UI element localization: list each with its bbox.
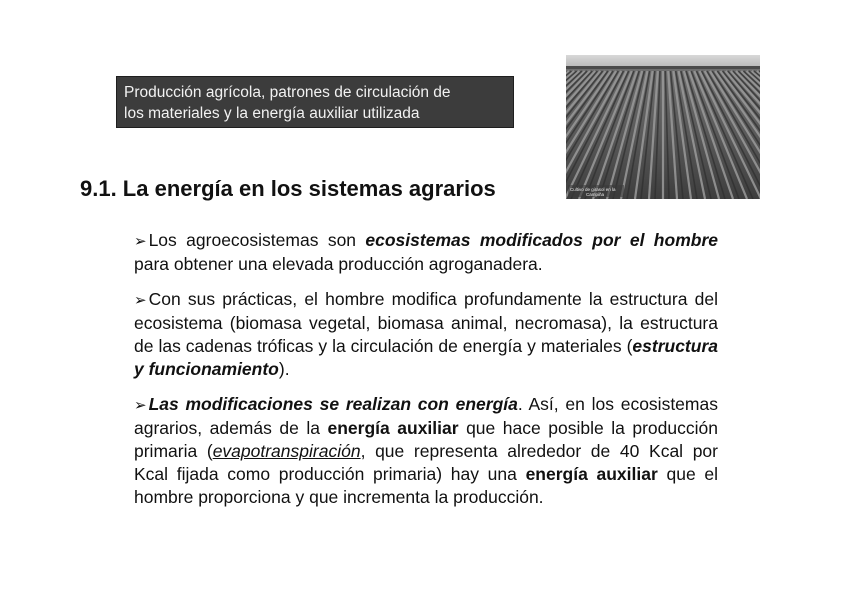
arrow-bullet-icon: ➢	[134, 233, 147, 250]
bullet-3-bold-2: energía auxiliar	[525, 464, 658, 484]
bullet-3-text-b: que hace posible la producción primaria (	[134, 418, 718, 461]
header-line-2: los materiales y la energía auxiliar utilizada	[124, 105, 420, 122]
bullet-3-text-c: , que representa alrededor de 40 Kcal por Kcal fijada como producción primaria) hay una	[134, 441, 718, 484]
arrow-bullet-icon: ➢	[134, 292, 147, 309]
arrow-bullet-icon: ➢	[134, 397, 147, 414]
bullet-3-text-a: . Así, en los ecosistemas agrarios, además de la	[134, 394, 718, 438]
field-photo	[566, 55, 760, 199]
bullet-1-emphasis: ecosistemas modificados por el hombre	[365, 230, 718, 250]
bullet-1-text-a: Los agroecosistemas son	[148, 230, 366, 250]
bullet-item-2	[134, 288, 718, 381]
bullet-item-1	[134, 229, 718, 276]
section-header-box	[116, 76, 514, 128]
bullet-3-emphasis: Las modificaciones se realizan con energía	[148, 394, 518, 414]
header-line-1: Producción agrícola, patrones de circulación de	[124, 84, 451, 101]
bullet-2-text-a: Con sus prácticas, el hombre modifica profundamente la estructura del ecosistema (biomasa vegetal, biomasa animal, necromasa), la estructura de las cadenas tróficas y la circulación de energía y materiales (	[134, 289, 718, 356]
bullet-3-bold-1: energía auxiliar	[327, 418, 459, 438]
photo-caption-line-2: Campiña	[586, 192, 605, 197]
page-title: 9.1. La energía en los sistemas agrarios	[80, 176, 496, 201]
bullet-list	[134, 229, 718, 521]
bullet-3-underlined-term: evapotranspiración	[212, 441, 361, 461]
bullet-1-text-b: para obtener una elevada producción agroganadera.	[134, 254, 543, 274]
photo-caption-line-1: Cultivo de girasol en la	[570, 187, 616, 192]
bullet-item-3	[134, 393, 718, 509]
bullet-3-text-d: que el hombre proporciona y que incrementa la producción.	[134, 464, 718, 507]
bullet-2-emphasis: estructura y funcionamiento	[134, 336, 718, 379]
bullet-2-text-b: ).	[278, 359, 290, 379]
